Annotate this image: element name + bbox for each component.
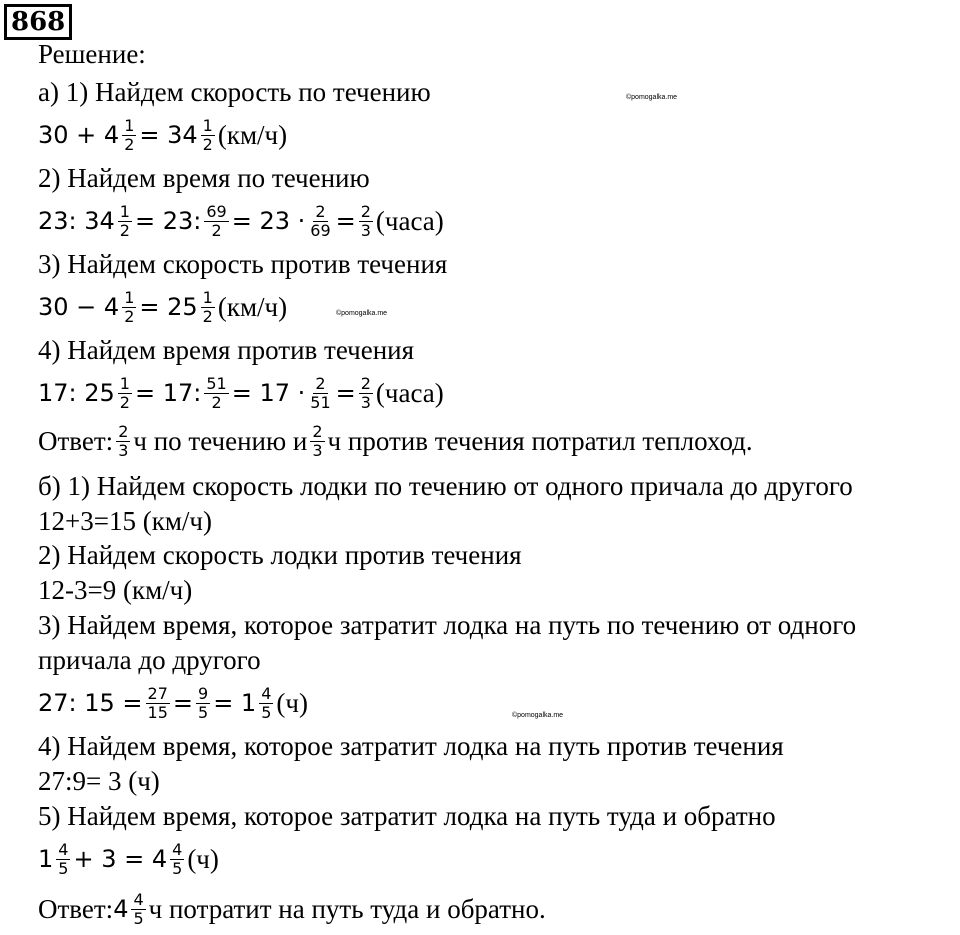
b-step2-title: 2) Найдем скорость лодки против течения (38, 540, 522, 570)
fraction-denominator: 2 (119, 220, 130, 240)
fraction (196, 685, 210, 722)
fraction-denominator: 3 (360, 392, 371, 412)
b-step1-title: б) 1) Найдем скорость лодки по течению от одного причала до другого (38, 471, 853, 501)
fraction-numerator: 2 (360, 373, 371, 393)
fraction (146, 685, 170, 722)
fraction-numerator: 4 (133, 889, 144, 909)
a-step3-title: 3) Найдем скорость против течения (38, 249, 448, 279)
fraction-numerator: 2 (360, 201, 371, 221)
watermark: ©pomogalka.me (512, 712, 564, 719)
fraction-denominator: 15 (147, 702, 168, 722)
math-text: = 17 · (231, 379, 306, 407)
fraction-denominator: 2 (202, 306, 213, 326)
fraction-numerator: 1 (124, 115, 135, 135)
fraction-denominator: 5 (133, 908, 144, 928)
b-step4-title: 4) Найдем время, которое затратит лодка на путь против течения (38, 731, 784, 761)
fraction (118, 203, 132, 240)
fraction-denominator: 3 (312, 440, 323, 460)
fraction-denominator: 5 (58, 858, 69, 878)
fraction (56, 841, 70, 878)
fraction-numerator: 69 (206, 201, 227, 221)
fraction (204, 203, 228, 240)
b-step3-title-cont: причала до другого (38, 645, 261, 675)
fraction-numerator: 2 (315, 373, 326, 393)
math-text: Ответ: (38, 893, 114, 924)
math-text: + 3 = 4 (73, 845, 168, 873)
math-text: = (335, 379, 356, 407)
fraction (359, 203, 373, 240)
b-step5-equation (38, 834, 219, 884)
b-step1-equation: 12+3=15 (км/ч) (38, 506, 212, 536)
a-step4-equation (38, 368, 444, 418)
watermark: ©pomogalka.me (336, 310, 388, 317)
math-text: (ч) (276, 687, 308, 718)
fraction-denominator: 3 (360, 220, 371, 240)
fraction-numerator: 1 (119, 201, 130, 221)
fraction (201, 117, 215, 154)
a-step2-equation (38, 196, 444, 246)
math-text: ч потратит на путь туда и обратно. (148, 893, 546, 924)
b-step3-equation (38, 678, 308, 728)
fraction (308, 203, 332, 240)
fraction-numerator: 4 (261, 683, 272, 703)
b-step3-title: 3) Найдем время, которое затратит лодка на путь по течению от одного (38, 610, 857, 640)
math-text: Ответ: (38, 425, 114, 456)
a-step2-title: 2) Найдем время по течению (38, 163, 370, 193)
fraction-denominator: 5 (198, 702, 209, 722)
fraction (122, 289, 136, 326)
fraction-denominator: 5 (172, 858, 183, 878)
fraction (204, 375, 228, 412)
math-text: 1 (38, 845, 54, 873)
fraction-denominator: 2 (211, 220, 222, 240)
fraction-numerator: 9 (198, 683, 209, 703)
fraction-numerator: 1 (202, 115, 213, 135)
math-text: 4 (113, 895, 129, 923)
problem-number: 868 (4, 4, 72, 40)
fraction-numerator: 1 (124, 287, 135, 307)
a-step4-title: 4) Найдем время против течения (38, 335, 415, 365)
fraction-denominator: 69 (310, 220, 331, 240)
math-text: = 23 · (231, 207, 306, 235)
math-text: = 1 (213, 689, 257, 717)
b-step2-equation: 12-3=9 (км/ч) (38, 575, 193, 605)
fraction (170, 841, 184, 878)
a-step1-title: а) 1) Найдем скорость по течению (38, 77, 431, 107)
a-step1-equation (38, 110, 287, 160)
fraction (310, 423, 324, 460)
math-text: ч против течения потратил теплоход. (327, 425, 753, 456)
fraction (116, 423, 130, 460)
a-step3-equation (38, 282, 287, 332)
fraction-denominator: 51 (310, 392, 331, 412)
math-text: = 34 (139, 121, 198, 149)
math-text: = (335, 207, 356, 235)
math-text: = 25 (139, 293, 198, 321)
fraction-denominator: 5 (261, 702, 272, 722)
fraction-numerator: 51 (206, 373, 227, 393)
a-answer (38, 416, 753, 466)
math-text: = (172, 689, 193, 717)
math-text: (км/ч) (217, 291, 288, 322)
math-text: (часа) (375, 377, 444, 408)
fraction (131, 891, 145, 928)
math-text: = 23: (134, 207, 202, 235)
math-text: 23: 34 (38, 207, 115, 235)
fraction-denominator: 2 (119, 392, 130, 412)
math-text: 30 − 4 (38, 293, 120, 321)
math-text: ч по течению и (133, 425, 308, 456)
fraction-numerator: 1 (119, 373, 130, 393)
fraction (259, 685, 273, 722)
heading: Решение: (38, 39, 146, 69)
b-step4-equation: 27:9= 3 (ч) (38, 766, 160, 796)
fraction-numerator: 2 (315, 201, 326, 221)
fraction-numerator: 2 (118, 421, 129, 441)
fraction-numerator: 27 (147, 683, 168, 703)
math-text: 30 + 4 (38, 121, 120, 149)
fraction-denominator: 3 (118, 440, 129, 460)
math-text: 17: 25 (38, 379, 115, 407)
fraction-numerator: 4 (58, 839, 69, 859)
fraction-numerator: 2 (312, 421, 323, 441)
fraction-denominator: 2 (124, 306, 135, 326)
fraction-numerator: 1 (202, 287, 213, 307)
fraction (201, 289, 215, 326)
math-text: (км/ч) (217, 119, 288, 150)
fraction-numerator: 4 (172, 839, 183, 859)
fraction (122, 117, 136, 154)
fraction-denominator: 2 (124, 134, 135, 154)
math-text: (ч) (187, 843, 219, 874)
fraction (359, 375, 373, 412)
b-answer (38, 884, 546, 934)
fraction (118, 375, 132, 412)
math-text: 27: 15 = (38, 689, 143, 717)
fraction-denominator: 2 (202, 134, 213, 154)
math-text: (часа) (375, 205, 444, 236)
math-text: = 17: (134, 379, 202, 407)
fraction (308, 375, 332, 412)
fraction-denominator: 2 (211, 392, 222, 412)
watermark: ©pomogalka.me (626, 94, 678, 101)
b-step5-title: 5) Найдем время, которое затратит лодка на путь туда и обратно (38, 801, 776, 831)
